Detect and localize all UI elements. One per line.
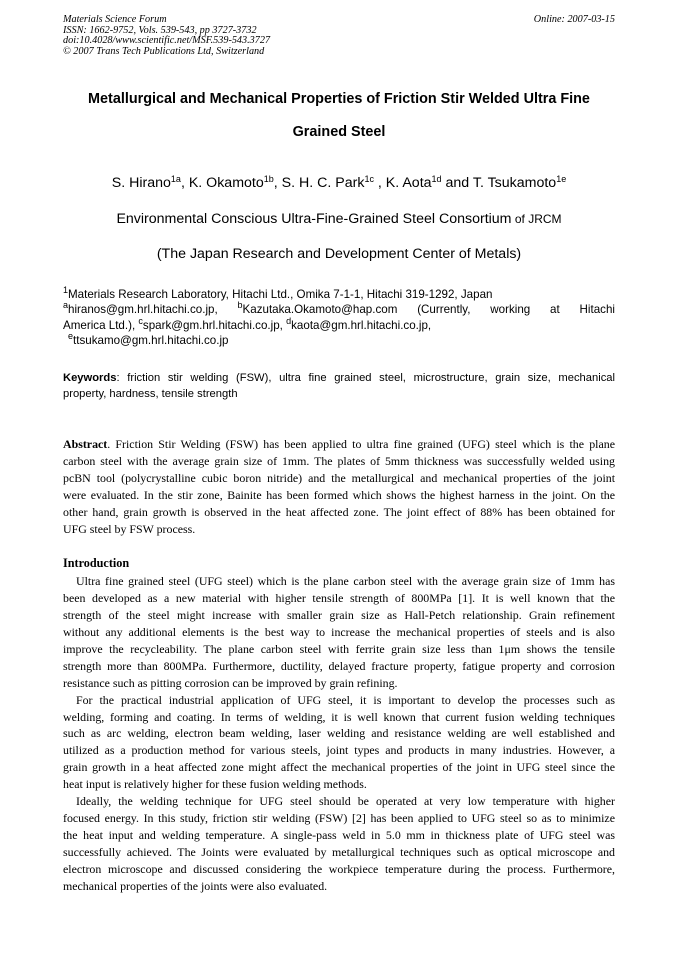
intro-line: electron microscope and discussed considering the workpiece temperature during the process. Furthermore, xyxy=(63,861,615,876)
affiliation-line-2 xyxy=(63,302,615,317)
abstract-line: other hand, grain growth is observed in the heat affected zone. The joint effect of 88% has been obtained for xyxy=(63,504,615,519)
intro-line: successfully achieved. The Joints were evaluated by metallurgical techniques such as optical microscope and xyxy=(63,845,615,859)
journal-issn: ISSN: 1662-9752, Vols. 539-543, pp 3727-3732 xyxy=(63,24,257,36)
author-affiliation-mark: 1d xyxy=(431,174,442,184)
intro-line: welding, forming and coating. In terms of welding, it is well known that current fusion welding techniques xyxy=(63,709,615,724)
abstract-block xyxy=(63,436,615,538)
intro-line: grain growth in a heat affected zone might affect the mechanical properties of the joint in UFG steel since the xyxy=(63,760,615,775)
intro-line: Ultra fine grained steel (UFG steel) which is the plane carbon steel with the average grain size of 1mm has xyxy=(76,574,615,588)
email-mark: a xyxy=(63,300,69,311)
email-mark: d xyxy=(286,315,292,326)
intro-line: Ideally, the welding technique for UFG steel should be operated at very low temperature with higher xyxy=(76,794,615,809)
keywords-line-2: property, hardness, tensile strength xyxy=(63,388,238,400)
affiliations xyxy=(63,287,615,349)
intro-line: heat input is relatively higher for these fusion welding methods. xyxy=(63,777,367,792)
abstract-label: Abstract xyxy=(63,437,108,451)
intro-line: utilized as a production method for various steels, joint types and products in many industries. However, a xyxy=(63,743,615,758)
affiliation-line-4 xyxy=(63,333,615,348)
email-mark: e xyxy=(68,331,74,342)
abstract-line: were evaluated. In the stir zone, Bainite has been formed which shows the highest harness in the joint. On the xyxy=(63,487,615,502)
email-b: Kazutaka.Okamoto@hap.com (Currently, working at Hitachi xyxy=(242,303,615,317)
intro-line: mechanical properties of the joints were also evaluated. xyxy=(63,878,328,893)
introduction-body xyxy=(63,573,615,895)
intro-line: the heat input and welding temperature. A single-pass weld in 5.0 mm in thickness plate of UFG steel was xyxy=(63,828,615,843)
intro-line: resistance such as pitting corrosion can be improved by grain refining. xyxy=(63,675,398,690)
author-separator: , xyxy=(180,175,189,191)
online-date: Online: 2007-03-15 xyxy=(533,14,615,25)
keywords-text: : friction stir welding (FSW), ultra fine grained steel, microstructure, grain size, mechanical xyxy=(116,372,615,384)
intro-line: improve the recycleability. The plane carbon steel with ferrite grain size less than 1μm shows the tensile xyxy=(63,641,615,656)
paper-title-line-2: Grained Steel xyxy=(292,124,386,140)
affiliation-text: America Ltd.), xyxy=(63,318,139,332)
abstract-text: . Friction Stir Welding (FSW) has been applied to ultra fine grained (UFG) steel which is the plane xyxy=(107,437,615,451)
author-list xyxy=(40,175,638,191)
author-name: S. Hirano xyxy=(111,175,171,191)
journal-header xyxy=(63,15,270,57)
keywords-block xyxy=(63,370,615,402)
email-mark: c xyxy=(138,315,143,326)
introduction-heading: Introduction xyxy=(63,556,130,570)
keywords-label: Keywords xyxy=(63,372,117,384)
journal-doi: doi:10.4028/www.scientific.net/MSF.539-543.3727 xyxy=(63,35,271,47)
journal-name: Materials Science Forum xyxy=(63,14,167,25)
abstract-line xyxy=(63,436,615,453)
affiliation-mark: 1 xyxy=(63,285,69,295)
author-name: K. Okamoto xyxy=(188,175,264,191)
author-separator: , xyxy=(273,175,282,191)
author-affiliation-mark: 1c xyxy=(364,174,374,184)
abstract-line: pcBN tool (polycrystalline cubic boron nitride) and the metallurgical and mechanical properties of the joint xyxy=(63,470,615,485)
email-mark: b xyxy=(237,300,243,311)
email-c: spark@gm.hrl.hitachi.co.jp, xyxy=(142,318,287,332)
consortium-suffix: of JRCM xyxy=(511,212,562,226)
abstract-line: UFG steel by FSW process. xyxy=(63,521,196,536)
intro-line: strength of the steel might increase with smaller grain size as Hall-Petch relationship. Grain refinement xyxy=(63,607,615,622)
author-affiliation-mark: 1e xyxy=(556,174,567,184)
email-a: hiranos@gm.hrl.hitachi.co.jp, xyxy=(68,303,218,317)
intro-line: For the practical industrial application of UFG steel, it is important to develop the processes such as xyxy=(76,692,615,707)
journal-copyright: © 2007 Trans Tech Publications Ltd, Switzerland xyxy=(63,45,265,57)
author-separator: and xyxy=(441,175,473,191)
intro-line: strength more than 800MPa. Furthermore, ductility, delayed fracture property, fatigue property and corrosion xyxy=(63,658,615,673)
author-separator: , xyxy=(373,175,386,191)
abstract-line: carbon steel with the average grain size of 1mm. The plates of 5mm thickness was successfully welded using xyxy=(63,453,615,468)
affiliation-line-1 xyxy=(63,287,615,302)
email-e: ttsukamo@gm.hrl.hitachi.co.jp xyxy=(73,334,229,348)
intro-line: such as arc welding, electron beam welding, laser welding and resistance welding are well established and xyxy=(63,726,615,741)
author-name: K. Aota xyxy=(385,175,432,191)
author-name: S. H. C. Park xyxy=(281,175,365,191)
consortium-line-2: (The Japan Research and Development Center of Metals) xyxy=(156,246,522,262)
author-name: T. Tsukamoto xyxy=(472,175,557,191)
author-affiliation-mark: 1b xyxy=(263,174,274,184)
paper-title-line-1: Metallurgical and Mechanical Properties of Friction Stir Welded Ultra Fine xyxy=(88,91,590,107)
email-d: kaota@gm.hrl.hitachi.co.jp, xyxy=(291,318,432,332)
affiliation-text: Materials Research Laboratory, Hitachi Ltd., Omika 7-1-1, Hitachi 319-1292, Japan xyxy=(68,288,493,301)
intro-line: without any additional elements is the best way to increase the mechanical properties of steels and is also xyxy=(63,624,615,639)
consortium-name: Environmental Conscious Ultra-Fine-Grained Steel Consortium xyxy=(116,211,512,227)
intro-line: focused energy. In this study, friction stir welding (FSW) [2] has been applied to UFG steel so as to minimize xyxy=(63,811,615,826)
affiliation-line-3 xyxy=(63,315,615,333)
intro-line: been developed as a new material with higher tensile strength of 800MPa [1]. It is well known that the xyxy=(63,590,615,605)
consortium-line-1 xyxy=(40,211,638,227)
keywords-line-1 xyxy=(63,370,615,386)
author-affiliation-mark: 1a xyxy=(170,174,181,184)
